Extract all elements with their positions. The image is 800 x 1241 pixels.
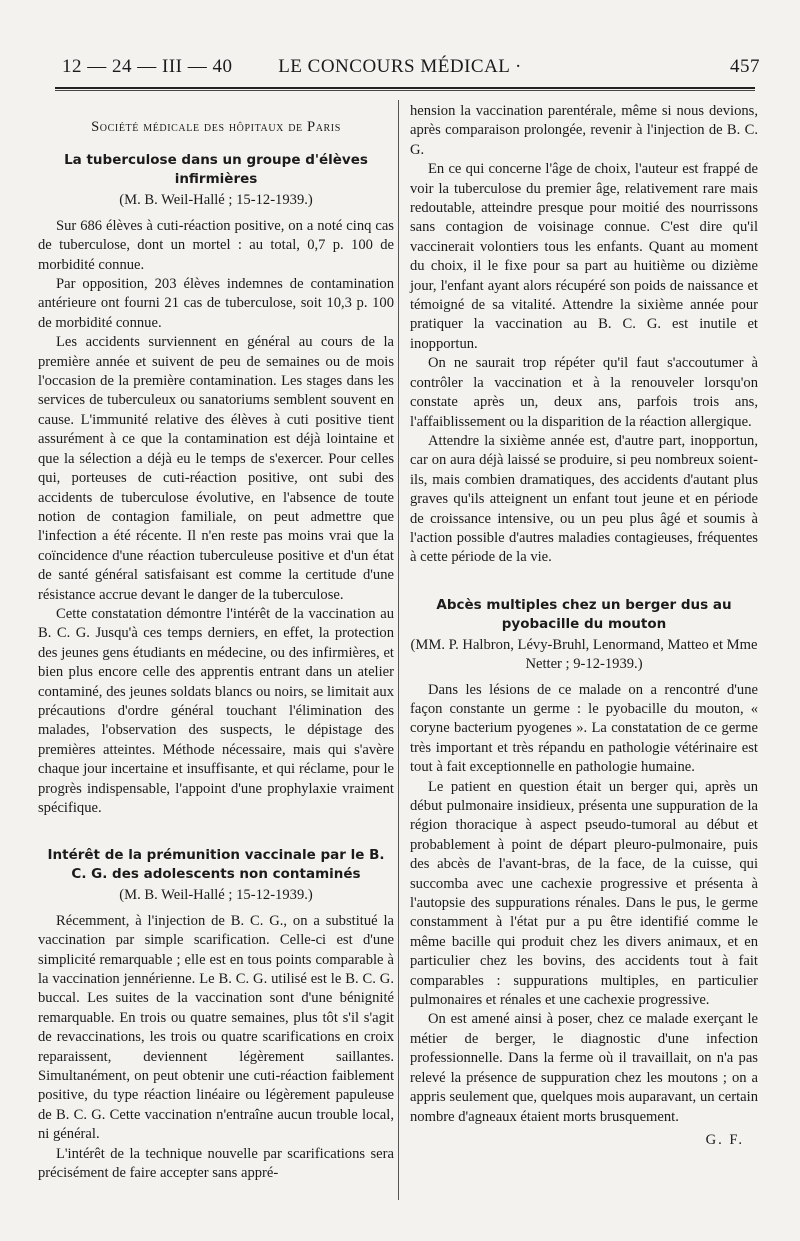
- paragraph: Par opposition, 203 élèves indemnes de contamination antérieure ont fourni 21 cas de tuberculose, soit 10,3 p. 100 de morbidité connue.: [38, 276, 394, 331]
- article-byline: (M. B. Weil-Hallé ; 15-12-1939.): [119, 887, 313, 904]
- right-column: [410, 102, 758, 1150]
- paragraph: Cette constatation démontre l'intérêt de la vaccination au B. C. G. Jusqu'à ces temps derniers, en effet, la protection des jeunes gens étudiants en médecine, ou des infirmières, et bien plus encore celle des apprentis entrant dans un atelier contaminé, des jeunes soldats blancs ou noirs, se limitait aux précautions d'ordre général touchant l'élimination des malades, l'observation des suspects, le dépistage des premières atteintes. Méthode nécessaire, mais qui s'avère chaque jour incertaine et insuffisante, et qui réclame, pour le progrès indispensable, l'appoint d'une prophylaxie vraiment spécifique.: [38, 605, 394, 816]
- article-title: Abcès multiples chez un berger dus au pyobacille du mouton: [436, 596, 732, 632]
- paragraph: hension la vaccination parentérale, même si nous devions, après comparaison prolongée, revenir à l'injection de B. C. G.: [410, 103, 758, 158]
- page-number: 457: [730, 56, 760, 77]
- paragraph: L'intérêt de la technique nouvelle par scarifications sera précisément de faire accepter sans appré-: [38, 1145, 394, 1182]
- paragraph: On ne saurait trop répéter qu'il faut s'accoutumer à contrôler la vaccination et à la renouveler lorsqu'on constate après un, deux ans, parfois trois ans, l'affaiblissement ou la disparition de la réaction allergique.: [410, 355, 758, 430]
- society-heading: Société médicale des hôpitaux de Paris: [91, 119, 341, 135]
- paragraph: Dans les lésions de ce malade on a rencontré d'une façon constante un germe : le pyobacille du mouton, « coryne bacterium pyogenes ». La constatation de ce germe très important et très répandu en pathologie vétérinaire est tout à fait exceptionnelle en pathologie humaine.: [410, 681, 758, 776]
- paragraph: On est amené ainsi à poser, chez ce malade exerçant le métier de berger, le diagnostic d'une infection professionnelle. Dans la ferme où il travaillait, on n'a pas relevé la présence de suppuration chez les moutons ; on a appris seulement que, quelques mois auparavant, un certain nombre d'agneaux étaient morts brusquement.: [410, 1011, 758, 1125]
- left-column: [38, 102, 394, 1184]
- paragraph: Sur 686 élèves à cuti-réaction positive, on a noté cinq cas de tuberculose, dont un mortel : au total, 0,7 p. 100 de morbidité connue.: [38, 217, 394, 273]
- paragraph: En ce qui concerne l'âge de choix, l'auteur est frappé de voir la tuberculose du premier âge, relativement rare mais redoutable, atteindre presque pour moitié des nourrissons sans contagion de voisinage connue. C'est dire qu'il vaccinerait volontiers tous les enfants. Quant au moment du choix, il le fixe pour sa part au huitième ou dizième jour, l'enfant ayant alors récupéré son poids de naissance et témoigné de sa vitalité. Attendre la sixième année pour pratiquer la vaccination au B. C. G. est inutile et inopportun.: [410, 161, 758, 352]
- section-spacer: [410, 568, 758, 586]
- article-byline: (M. B. Weil-Hallé ; 15-12-1939.): [119, 192, 313, 209]
- paragraph: Le patient en question était un berger qui, après un début pulmonaire insidieux, présenta une suppuration de la région thoracique à aspect pseudo-tumoral au début et probablement à point de départ pleuro-pulmonaire, puis des abcès de l'avant-bras, de la face, de la cuisse, qui succomba avec une cachexie progressive et présenta à l'autopsie des suppurations rénales. Dans le pus, le germe constamment à l'état pur a pu être identifié comme le même bacille qui produit chez les divers animaux, et en particulier chez les bovins, des accidents tout à fait comparables : suppurations multiples, en particulier pulmonaires et rénales et une cachexie progressive.: [410, 778, 758, 1009]
- journal-title: LE CONCOURS MÉDICAL ·: [278, 56, 522, 77]
- paragraph: Récemment, à l'injection de B. C. G., on a substitué la vaccination par simple scarification. Celle-ci est d'une simplicité remarquable ; elle est en tous points comparable à la vaccination jennérienne. Le B. C. G. utilisé est le B. C. G. buccal. Les suites de la vaccination sont d'une bénignité remarquable. En trois ou quatre semaines, plus tôt s'il s'agit de revaccinations, les trois ou quatre scarifications en croix reparaissent, deviennent légèrement saillantes. Simultanément, on peut obtenir une cuti-réaction faiblement positive, du type réaction linéaire ou légèrement papuleuse de B. C. G. Cette vaccination n'entraîne aucun trouble local, ni général.: [38, 912, 394, 1143]
- article-byline: (MM. P. Halbron, Lévy-Bruhl, Lenormand, Matteo et Mme Netter ; 9-12-1939.): [410, 636, 758, 673]
- header-rule: [55, 87, 755, 91]
- column-divider: [398, 100, 399, 1200]
- paragraph: Les accidents surviennent en général au cours de la première année et suivent de peu de semaines ou de mois l'occasion de la première contamination. Les stages dans les services de tuberculeux ou sanatoriums semblent souvent en cause. L'immunité relative des élèves à cuti positive tient assurément à ce que la contamination est déjà lointaine et que la sélection a déjà eu le temps de s'exercer. Pour celles qui, porteuses de cuti-réaction positive, ont subi des accidents de tuberculose évolutive, en l'absence de toute notion de contagion familiale, on peut admettre que l'infection a été récente. Il n'en reste pas moins vrai que la coïncidence d'une réaction tuberculeuse positive et d'un état de santé général satisfaisant est comme la certitude d'une résistance accrue devant le danger de la tuberculose.: [38, 334, 394, 603]
- author-signature: G. F.: [705, 1131, 744, 1148]
- article-title: Intérêt de la prémunition vaccinale par le B. C. G. des adolescents non contaminés: [47, 847, 385, 883]
- article-title: La tuberculose dans un groupe d'élèves infirmières: [64, 152, 368, 188]
- section-spacer: [38, 818, 394, 836]
- page-header: [40, 56, 760, 86]
- paragraph: Attendre la sixième année est, d'autre part, inopportun, car on aura déjà laissé se produire, si peu nombreux soient-ils, mais combien dramatiques, des accidents d'autant plus graves qu'ils atteignent un enfant tout jeune et en période de croissance intensive, ou un peu plus âgé et soumis à l'action possible d'autres maladies contagieuses, fréquentes à cette période de la vie.: [410, 432, 758, 566]
- issue-reference: 12 — 24 — III — 40: [62, 56, 233, 77]
